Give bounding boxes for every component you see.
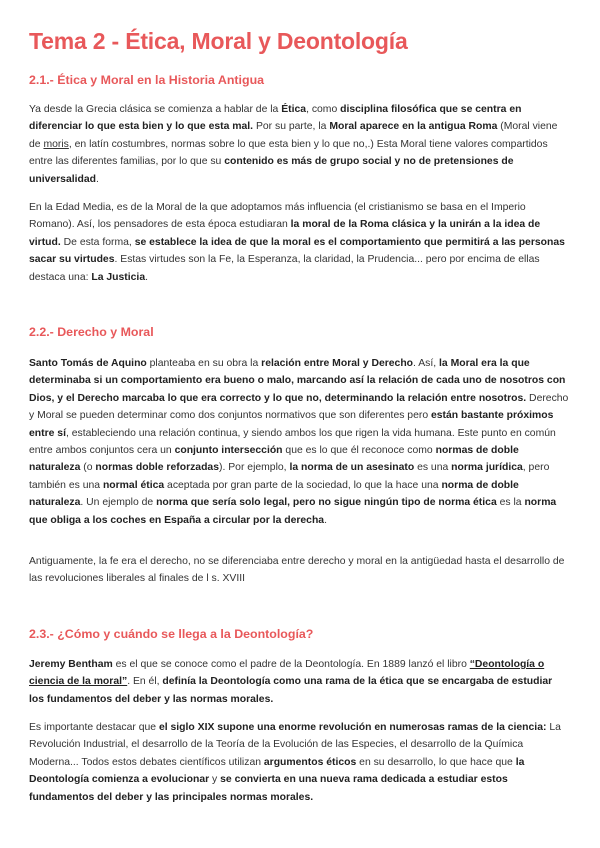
paragraph-1-2: En la Edad Media, es de la Moral de la que adoptamos más influencia (el cristianismo se basa en el Imperio Romano). Así, los pensadores de esta época estudiaran la moral de la Roma clásica y la unirán a la idea de virtud. De esta forma, se establece la idea de que la moral es el comportamiento que permitirá a las personas sacar su virtudes. Estas virtudes son la Fe, la Esperanza, la claridad, la Prudencia... pero por encima de ellas destaca una: La Justicia. <box>29 202 565 283</box>
page-title: Tema 2 - Ética, Moral y Deontología <box>29 28 408 54</box>
section-heading-2-1: 2.1.- Ética y Moral en la Historia Antigua <box>29 73 265 87</box>
section-heading-2-2: 2.2.- Derecho y Moral <box>29 325 154 339</box>
paragraph-2-2: Antiguamente, la fe era el derecho, no se diferenciaba entre derecho y moral en la antigüedad hasta el desarrollo de las revoluciones liberales al finales de l s. XVIII <box>29 556 565 585</box>
paragraph-1-1: Ya desde la Grecia clásica se comienza a hablar de la Ética, como disciplina filosófica que se centra en diferenciar lo que esta bien y lo que esta mal. Por su parte, la Moral aparece en la antigua Roma (Moral viene de moris, en latín costumbres, normas sobre lo que esta bien y lo que no,.) Esta Moral tiene valores compartidos entre las diferentes familias, por lo que su contenido es más de grupo social y no de pretensiones de universalidad. <box>29 104 558 185</box>
paragraph-3-2: Es importante destacar que el siglo XIX supone una enorme revolución en numerosas ramas de la ciencia: La Revolución Industrial, el desarrollo de la Teoría de la Evolución de las Especies, el desarrollo de la Química Moderna... Todos estos debates científicos utilizan argumentos éticos en su desarrollo, lo que hace que la Deontología comienza a evolucionar y se convierta en una nueva rama dedicada a estudiar estos fundamentos del deber y las principales normas morales. <box>29 722 561 803</box>
paragraph-2-1: Santo Tomás de Aquino planteaba en su obra la relación entre Moral y Derecho. Así, la Moral era la que determinaba si un comportamiento era bueno o malo, marcando así la relación de cada uno de nosotros con Dios, y el Derecho marcaba lo que era correcto y lo que no, determinando la relación entre nosotros. Derecho y Moral se pueden determinar como dos conjuntos normativos que son diferentes pero están bastante próximos entre sí, estableciendo una relación continua, y siendo ambos los que rigen la vida humana. Este punto en común entre ambos conjuntos cera un conjunto intersección que es lo que él reconoce como normas de doble naturaleza (o normas doble reforzadas). Por ejemplo, la norma de un asesinato es una norma jurídica, pero también es una normal ética aceptada por gran parte de la sociedad, lo que la hace una norma de doble naturaleza. Un ejemplo de norma que sería solo legal, pero no sigue ningún tipo de norma ética es la norma que obliga a los coches en España a circular por la derecha. <box>29 358 569 526</box>
paragraph-3-1: Jeremy Bentham es el que se conoce como el padre de la Deontología. En 1889 lanzó el libro “Deontología o ciencia de la moral”. En él, definía la Deontología como una rama de la ética que se encargaba de estudiar los fundamentos del deber y las normas morales. <box>29 659 553 705</box>
section-heading-2-3: 2.3.- ¿Cómo y cuándo se llega a la Deontología? <box>29 627 314 641</box>
